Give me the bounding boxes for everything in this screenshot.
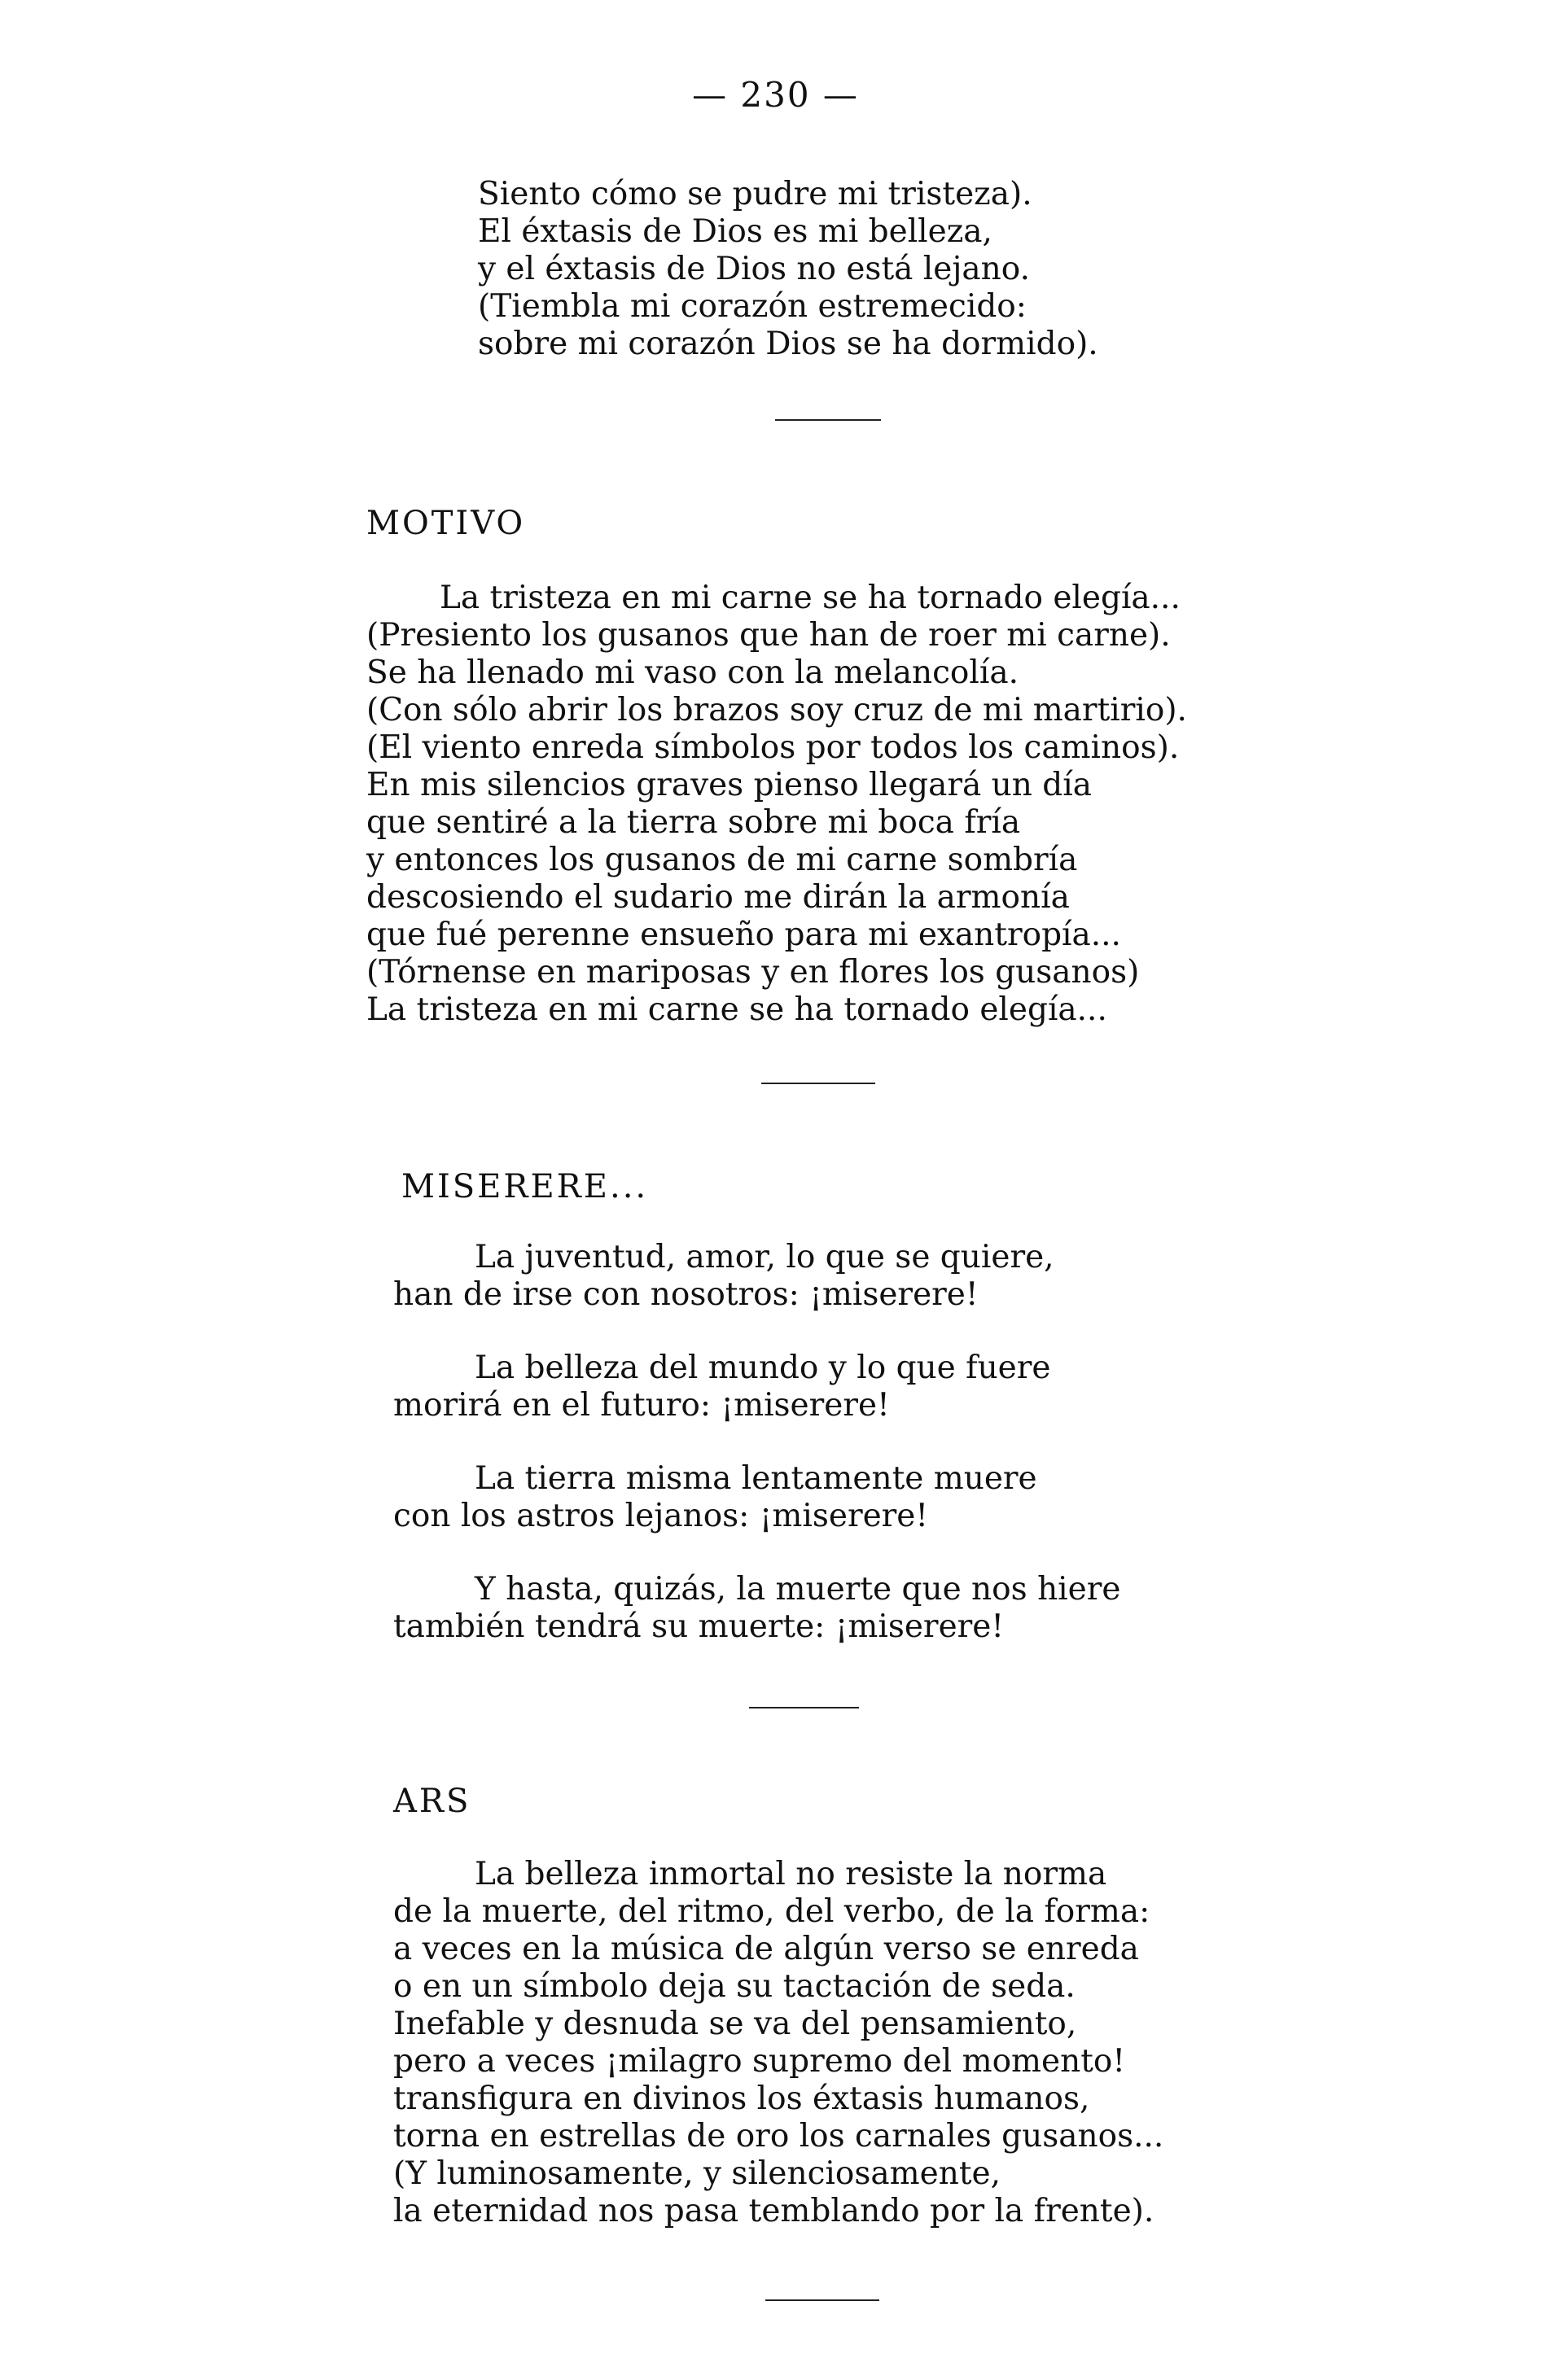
poem-line: y entonces los gusanos de mi carne sombría: [366, 842, 1078, 878]
poem-line: o en un símbolo deja su tactación de seda.: [393, 1968, 1076, 2005]
poem-line: han de irse con nosotros: ¡miserere!: [393, 1276, 979, 1313]
poem-line: (Y luminosamente, y silenciosamente,: [393, 2155, 1001, 2192]
poem-line: Se ha llenado mi vaso con la melancolía.: [366, 654, 1019, 691]
section-divider: [765, 2299, 879, 2301]
poem-line: El éxtasis de Dios es mi belleza,: [478, 213, 992, 250]
poem-line: sobre mi corazón Dios se ha dormido).: [478, 326, 1098, 362]
section-divider: [775, 419, 881, 421]
poem-line: que sentiré a la tierra sobre mi boca fría: [366, 804, 1021, 841]
opening-stanza: [478, 176, 1098, 363]
poem-line: (Presiento los gusanos que han de roer mi carne).: [366, 617, 1171, 654]
poem-line: torna en estrellas de oro los carnales gusanos...: [393, 2118, 1164, 2155]
section-divider: [761, 1083, 875, 1084]
poem-line: Siento cómo se pudre mi tristeza).: [478, 176, 1032, 212]
miserere-stanza-1: [393, 1239, 1054, 1314]
miserere-stanza-3: [393, 1460, 1037, 1535]
poem-line: La juventud, amor, lo que se quiere,: [475, 1239, 1054, 1275]
motivo-stanza: [366, 580, 1187, 1029]
poem-line: (Con sólo abrir los brazos soy cruz de mi martirio).: [366, 692, 1187, 728]
poem-line: La tristeza en mi carne se ha tornado elegía...: [440, 580, 1181, 616]
poem-line: a veces en la música de algún verso se enreda: [393, 1931, 1139, 1967]
poem-line: la eternidad nos pasa temblando por la frente).: [393, 2193, 1154, 2229]
poem-line: En mis silencios graves pienso llegará un día: [366, 767, 1092, 803]
poem-line: La belleza del mundo y lo que fuere: [475, 1350, 1051, 1386]
poem-line: que fué perenne ensueño para mi exantropía...: [366, 917, 1121, 953]
page-number: — 230 —: [692, 75, 859, 115]
poem-line: La belleza inmortal no resiste la norma: [475, 1856, 1107, 1892]
poem-line: transfigura en divinos los éxtasis humanos,: [393, 2080, 1090, 2117]
poem-line: pero a veces ¡milagro supremo del momento!: [393, 2043, 1126, 2080]
poem-line: (Tórnense en mariposas y en flores los gusanos): [366, 954, 1140, 991]
poem-line: (Tiembla mi corazón estremecido:: [478, 288, 1027, 325]
poem-line: (El viento enreda símbolos por todos los caminos).: [366, 729, 1180, 766]
poem-line: La tierra misma lentamente muere: [475, 1460, 1037, 1497]
poem-line: La tristeza en mi carne se ha tornado elegía...: [366, 991, 1107, 1028]
poem-line: morirá en el futuro: ¡miserere!: [393, 1387, 890, 1424]
poem-title-motivo: MOTIVO: [366, 505, 526, 542]
ars-stanza: [393, 1856, 1163, 2230]
poem-line: Inefable y desnuda se va del pensamiento,: [393, 2006, 1077, 2042]
poem-line: con los astros lejanos: ¡miserere!: [393, 1498, 929, 1534]
poem-line: Y hasta, quizás, la muerte que nos hiere: [475, 1571, 1121, 1608]
poem-line: de la muerte, del ritmo, del verbo, de la forma:: [393, 1893, 1150, 1930]
poem-line: descosiendo el sudario me dirán la armonía: [366, 879, 1070, 916]
poem-title-miserere: MISERERE...: [401, 1168, 649, 1205]
miserere-stanza-4: [393, 1571, 1120, 1646]
miserere-stanza-2: [393, 1350, 1050, 1424]
section-divider: [749, 1707, 859, 1708]
poem-title-ars: ARS: [393, 1783, 471, 1820]
poem-line: y el éxtasis de Dios no está lejano.: [478, 251, 1030, 287]
poem-line: también tendrá su muerte: ¡miserere!: [393, 1608, 1005, 1645]
